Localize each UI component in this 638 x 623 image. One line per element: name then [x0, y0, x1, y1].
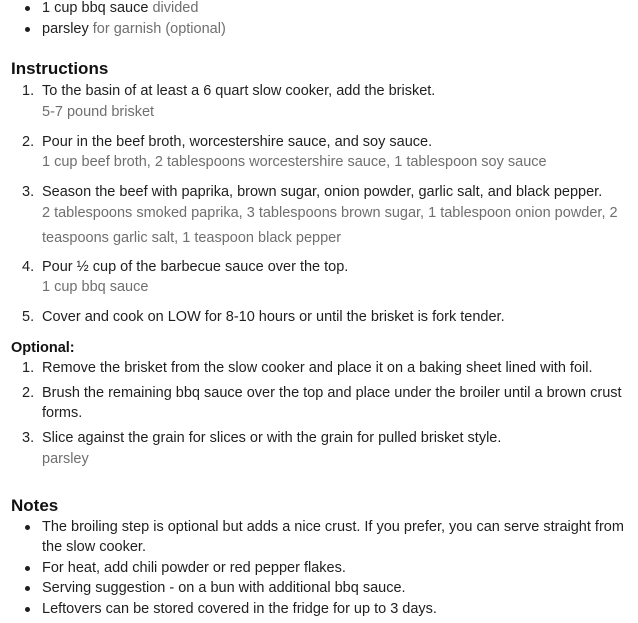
instruction-step — [0, 182, 638, 251]
step-ingredients: 5-7 pound brisket — [42, 103, 155, 120]
ingredient-main: 1 cup bbq sauce — [42, 0, 149, 16]
optional-step — [0, 383, 638, 424]
step-text: Pour ½ cup of the barbecue sauce over the top. — [42, 258, 349, 275]
step-text: Remove the brisket from the slow cooker and place it on a baking sheet lined with foil. — [42, 359, 593, 376]
step-number: 3. — [22, 184, 35, 200]
ingredient-item — [0, 0, 638, 19]
step-text: Brush the remaining bbq sauce over the top and place under the broiler until a brown crust forms. — [42, 384, 622, 421]
step-text: Season the beef with paprika, brown sugar, onion powder, garlic salt, and black pepper. — [42, 184, 603, 200]
optional-step — [0, 428, 638, 470]
step-ingredients: 1 cup bbq sauce — [42, 279, 149, 295]
notes-list — [0, 517, 638, 620]
step-text: To the basin of at least a 6 quart slow cooker, add the brisket. — [42, 83, 436, 99]
optional-steps-list — [0, 358, 638, 470]
ingredient-note: divided — [152, 0, 199, 16]
instruction-step — [0, 257, 638, 299]
step-number: 3. — [22, 430, 35, 446]
instruction-step — [0, 81, 638, 123]
step-number: 4. — [22, 258, 35, 275]
instruction-step — [0, 132, 638, 174]
notes-heading: Notes — [11, 495, 59, 515]
step-number: 2. — [22, 133, 35, 150]
step-ingredients: 2 tablespoons smoked paprika, 3 tablespoons brown sugar, 1 tablespoon onion powder, 2 teaspoons garlic salt, 1 teaspoon black pepper — [42, 204, 618, 246]
step-text: Pour in the beef broth, worcestershire sauce, and soy sauce. — [42, 133, 433, 150]
instructions-list — [0, 81, 638, 328]
ingredient-note: for garnish (optional) — [92, 20, 226, 37]
step-number: 2. — [22, 384, 35, 401]
ingredient-item — [0, 19, 638, 40]
note-item: Serving suggestion - on a bun with additional bbq sauce. — [0, 578, 628, 599]
ingredient-main: parsley — [42, 20, 89, 37]
step-ingredients: parsley — [42, 450, 89, 467]
step-text: Slice against the grain for slices or with the grain for pulled brisket style. — [42, 430, 502, 446]
optional-step — [0, 358, 638, 379]
note-item: The broiling step is optional but adds a nice crust. If you prefer, you can serve straight from the slow cooker. — [0, 517, 628, 558]
instruction-step — [0, 307, 638, 328]
note-item: Leftovers can be stored covered in the fridge for up to 3 days. — [0, 599, 628, 620]
optional-heading: Optional: — [11, 339, 75, 356]
step-text: Cover and cook on LOW for 8-10 hours or until the brisket is fork tender. — [42, 309, 505, 325]
ingredients-list-tail — [0, 0, 638, 39]
step-number: 1. — [22, 83, 35, 99]
step-ingredients: 1 cup beef broth, 2 tablespoons worcestershire sauce, 1 tablespoon soy sauce — [42, 154, 547, 170]
instructions-heading: Instructions — [11, 59, 109, 78]
step-number: 5. — [22, 309, 35, 325]
note-item: For heat, add chili powder or red pepper flakes. — [0, 558, 628, 579]
step-number: 1. — [22, 359, 35, 376]
